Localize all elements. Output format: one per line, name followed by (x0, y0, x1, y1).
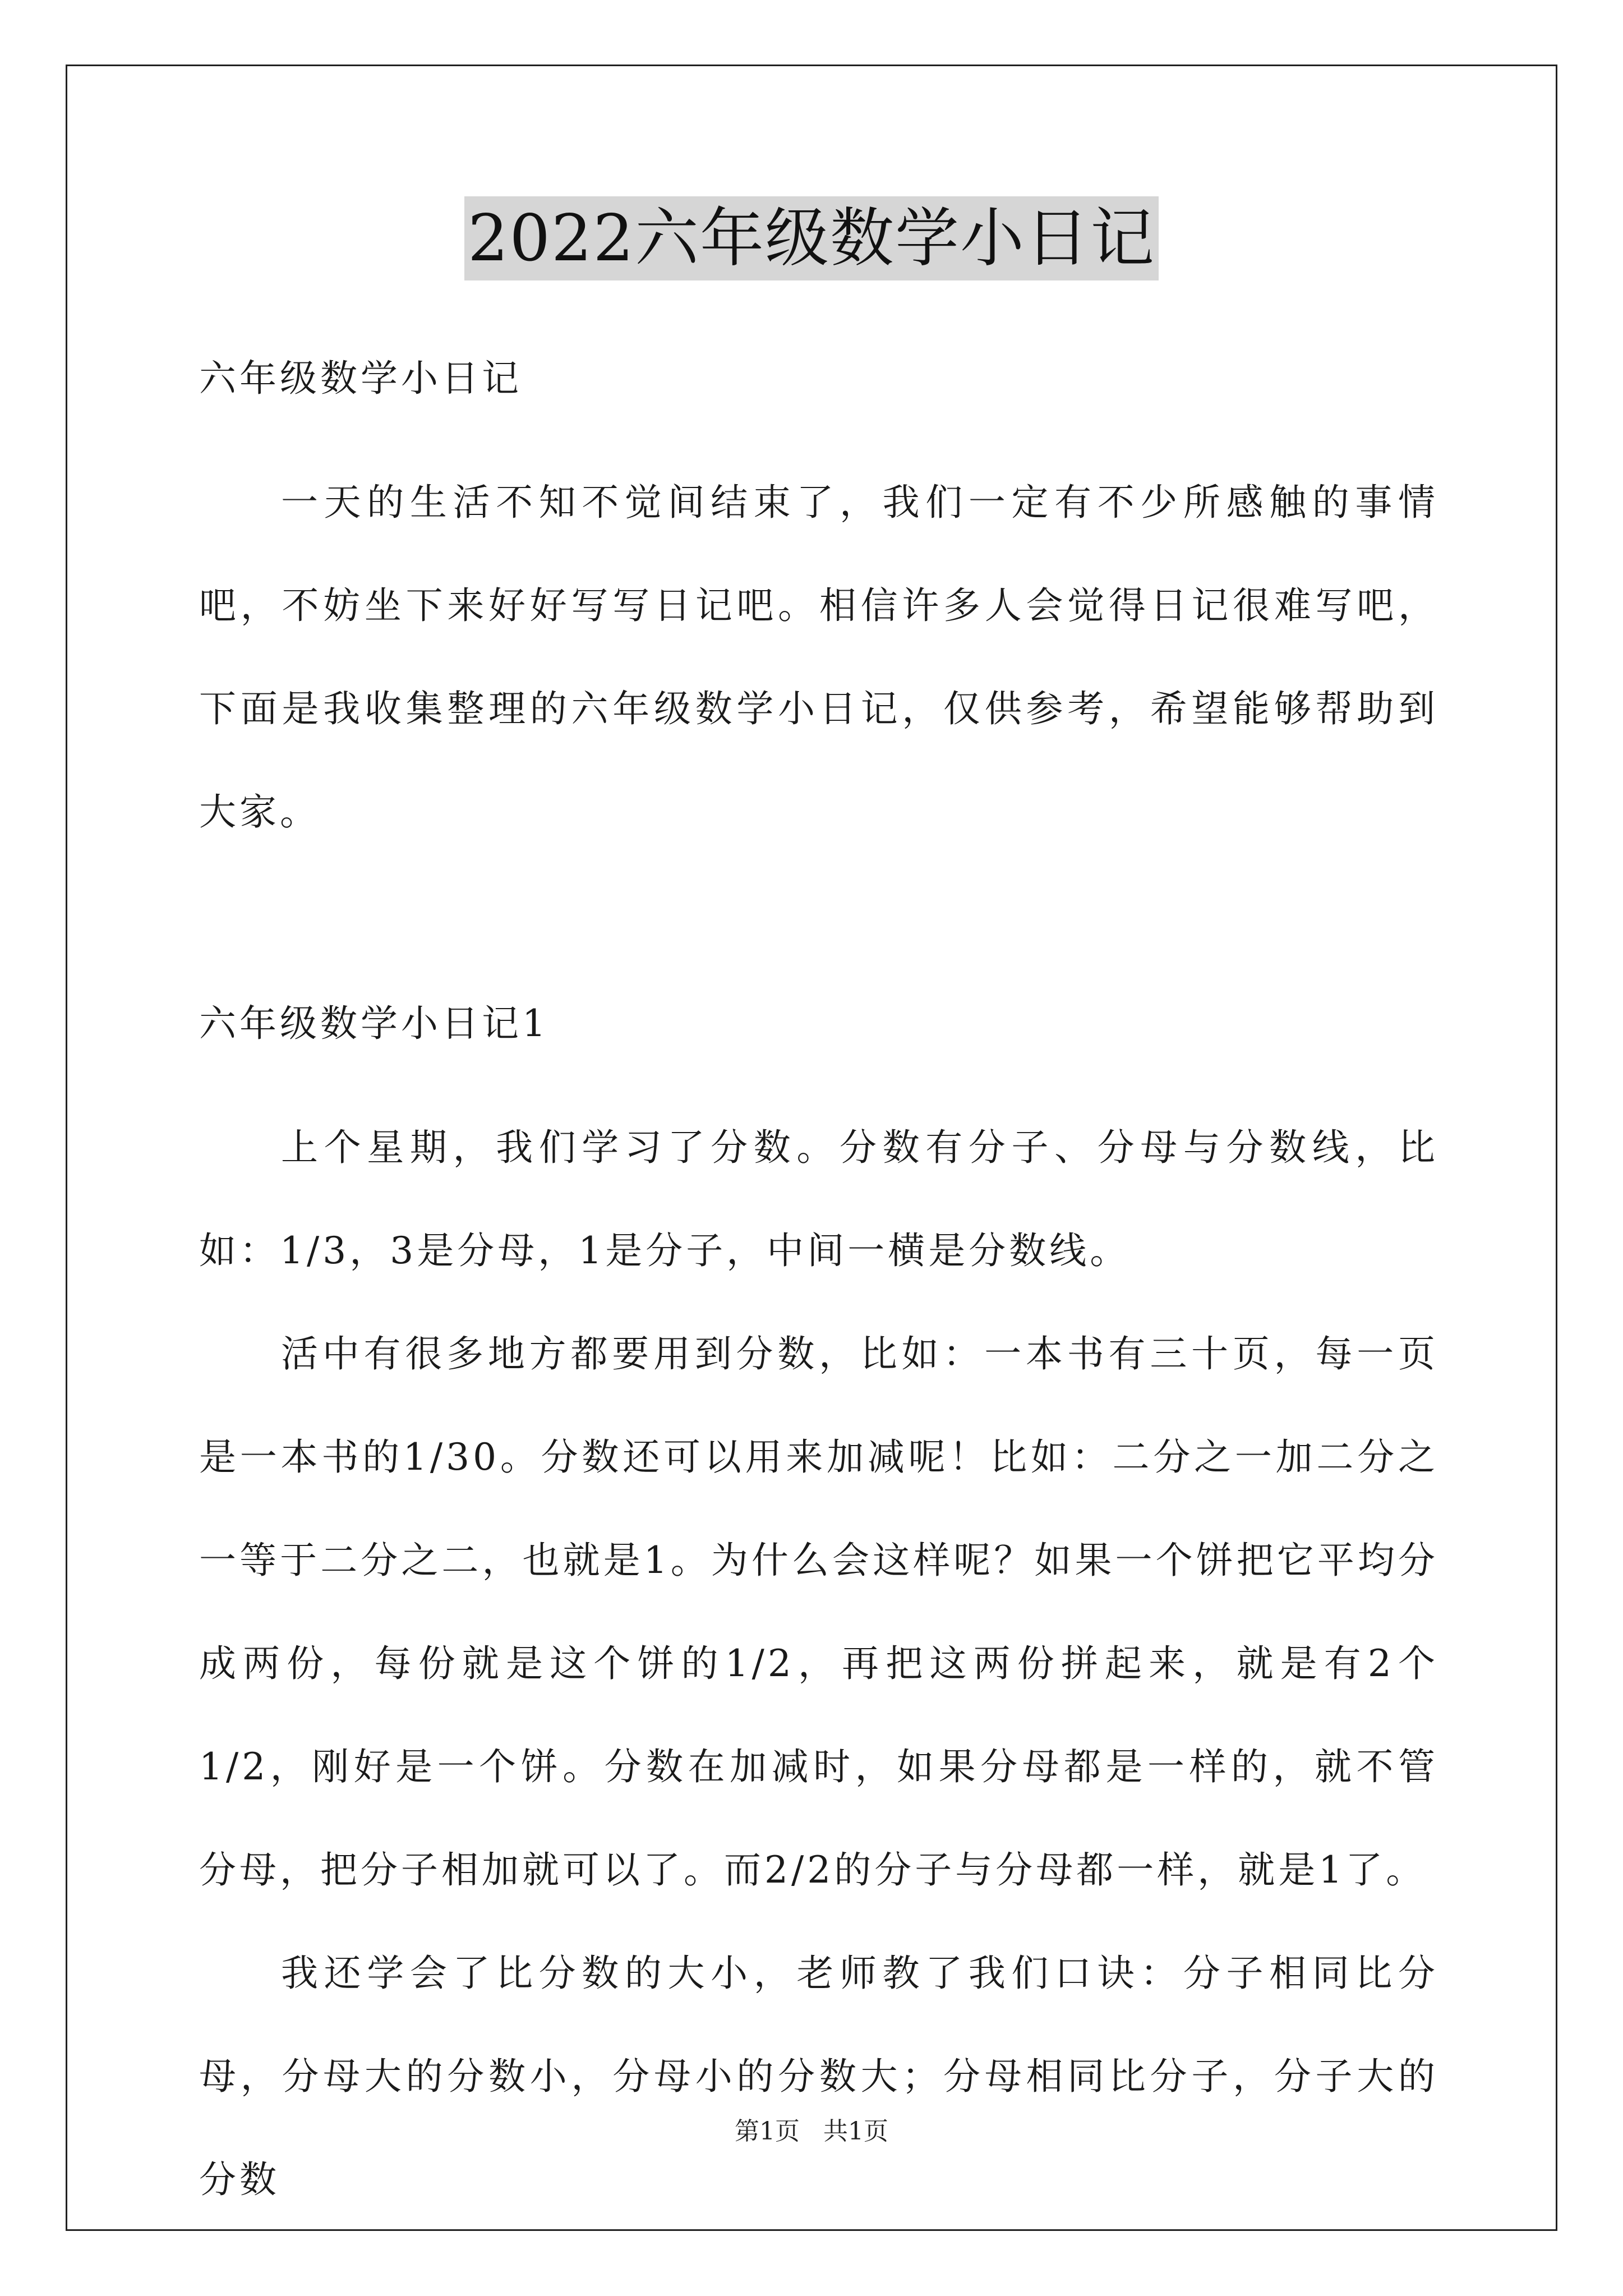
document-body (199, 348, 1438, 2231)
title-wrap (0, 196, 1623, 280)
spacer (199, 864, 1438, 993)
spacer (199, 1055, 1438, 1096)
spacer (199, 409, 1438, 451)
page-count: 共1页 (823, 2117, 888, 2146)
intro-paragraph: 一天的生活不知不觉间结束了，我们一定有不少所感触的事情吧，不妨坐下来好好写写日记吧。相信许多人会觉得日记很难写吧，下面是我收集整理的六年级数学小日记，仅供参考，希望能够帮助到大家。 (199, 481, 1438, 834)
section-1-heading: 六年级数学小日记1 (199, 1002, 549, 1045)
intro-heading: 六年级数学小日记 (199, 357, 522, 400)
page-footer (0, 2115, 1623, 2148)
section-1-paragraph: 上个星期，我们学习了分数。分数有分子、分母与分数线，比如：1/3，3是分母，1是分子，中间一横是分数线。 (199, 1126, 1438, 1272)
section-1-paragraph: 我还学会了比分数的大小，老师教了我们口诀：分子相同比分母，分母大的分数小，分母小的分数大；分母相同比分子，分子大的分数 (199, 1952, 1438, 2201)
page-number: 第1页 (735, 2117, 800, 2146)
section-1-paragraph: 活中有很多地方都要用到分数，比如：一本书有三十页，每一页是一本书的1/30。分数还可以用来加减呢！比如：二分之一加二分之一等于二分之二，也就是1。为什么会这样呢？如果一个饼把它平均分成两份，每份就是这个饼的1/2，再把这两份拼起来，就是有2个1/2，刚好是一个饼。分数在加减时，如果分母都是一样的，就不管分母，把分子相加就可以了。而2/2的分子与分母都一样，就是1了。 (199, 1332, 1438, 1892)
document-title: 2022六年级数学小日记 (464, 196, 1159, 280)
